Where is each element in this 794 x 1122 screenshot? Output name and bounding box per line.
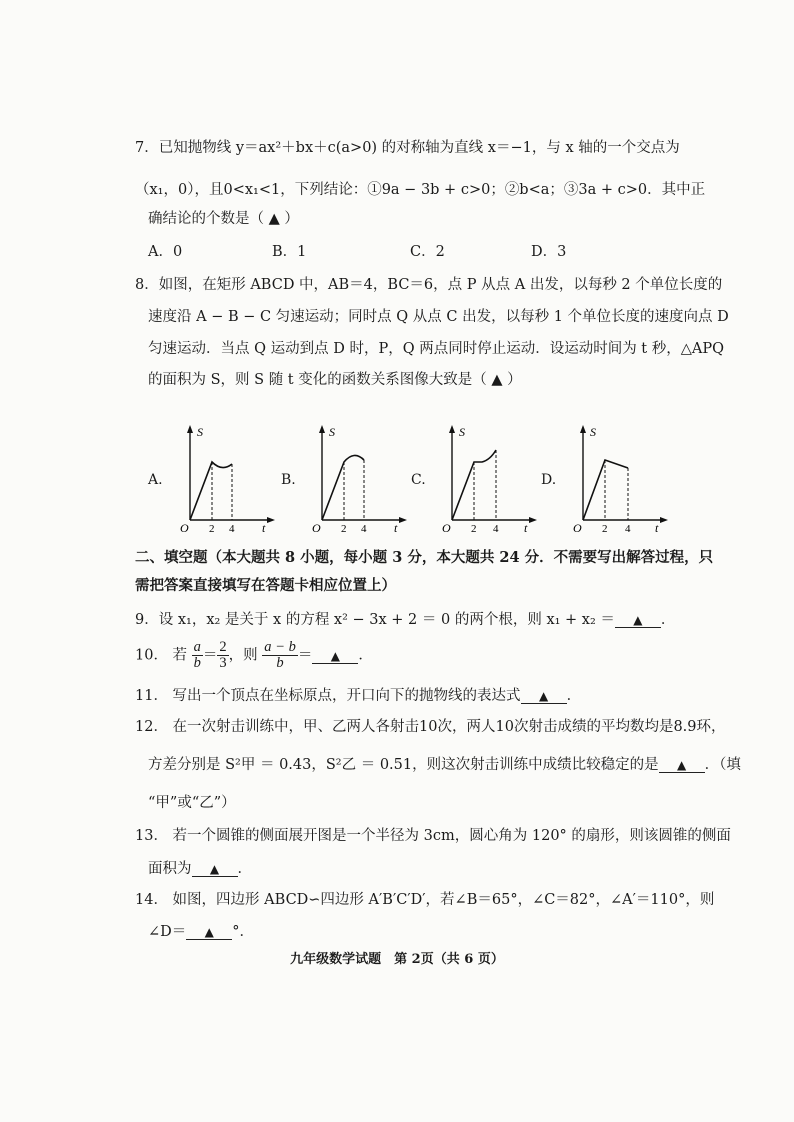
q14-line-1: 14． 如图，四边形 ABCD∽四边形 A′B′C′D′，若∠B＝65°，∠C＝82°，∠A′＝110°，则 <box>135 892 715 908</box>
graph-c-t-axis: t <box>524 521 528 535</box>
q9-text: 9．设 x₁，x₂ 是关于 x 的方程 x² − 3x + 2 ＝ 0 的两个根，则 x₁ + x₂ ＝ <box>135 612 615 628</box>
graph-b-t-axis: t <box>394 521 398 535</box>
graph-d-t-axis: t <box>655 521 659 535</box>
q10-end: ． <box>358 647 373 664</box>
graph-d <box>563 420 673 535</box>
q12-line-2-text: 方差分别是 S²甲 ＝ 0.43，S²乙 ＝ 0.51，则这次射击训练中成绩比较稳定的是 <box>148 757 659 773</box>
graph-d-tick-2: 2 <box>602 523 608 535</box>
graph-b-tick-2: 2 <box>341 523 347 535</box>
q8-line-1: 8．如图，在矩形 ABCD 中，AB＝4，BC＝6，点 P 从点 A 出发，以每秒 2 个单位长度的 <box>135 277 723 293</box>
q10-frac3-den: b <box>276 655 284 672</box>
page-footer: 九年级数学试题 第 2页（共 6 页） <box>290 952 504 967</box>
q12-line-1: 12． 在一次射击训练中，甲、乙两人各射击10次，两人10次射击成绩的平均数均是8.9环， <box>135 719 726 735</box>
q12-answer-blank[interactable]: ▲ <box>659 758 705 773</box>
q10-frac1-num: a <box>193 639 201 655</box>
q10-line <box>135 640 373 671</box>
q10-fraction-a-over-b <box>192 640 203 671</box>
q8-line-4: 的面积为 S，则 S 随 t 变化的函数关系图像大致是（ ▲ ） <box>148 372 522 388</box>
graph-d-s-axis: S <box>590 425 596 439</box>
q13-line-1: 13． 若一个圆锥的侧面展开图是一个半径为 3cm，圆心角为 120° 的扇形，则该圆锥的侧面 <box>135 828 731 844</box>
q12-line-3: “甲”或“乙”） <box>148 795 236 811</box>
graph-c <box>432 420 542 535</box>
graph-b-tick-4: 4 <box>361 523 367 535</box>
q10-frac3-num: a − b <box>264 639 296 655</box>
q7-option-d: D．3 <box>531 244 567 260</box>
q10-fraction-amb-over-b <box>262 640 298 671</box>
section2-heading-line-2: 需把答案直接填写在答题卡相应位置上） <box>135 577 396 594</box>
q7-line-2: （x₁，0），且0<x₁<1，下列结论：①9a − 3b + c>0；②b<a；③3a + c>0．其中正 <box>135 182 706 198</box>
graph-a-s-axis: S <box>197 425 203 439</box>
q9-answer-blank[interactable]: ▲ <box>615 613 661 628</box>
q10-prefix: 10． 若 <box>135 647 188 664</box>
q8-line-3: 匀速运动．当点 Q 运动到点 D 时，P，Q 两点同时停止运动．设运动时间为 t 秒，△APQ <box>148 341 725 357</box>
q10-fraction-2-over-3 <box>217 640 228 671</box>
q11-end: ． <box>566 688 582 704</box>
graph-d-tick-4: 4 <box>625 523 631 535</box>
q8-line-2: 速度沿 A − B − C 匀速运动；同时点 Q 从点 C 出发，以每秒 1 个单位长度的速度向点 D <box>148 309 729 325</box>
q11-answer-blank[interactable]: ▲ <box>521 689 567 704</box>
q10-frac2-num: 2 <box>219 639 227 655</box>
q7-line-3: 确结论的个数是（ ▲ ） <box>148 211 299 227</box>
q7-option-c: C．2 <box>410 244 445 260</box>
q10-frac1-den: b <box>193 655 201 672</box>
graph-c-tick-4: 4 <box>493 523 499 535</box>
q10-frac2-den: 3 <box>219 655 227 672</box>
graph-a <box>170 420 280 535</box>
graph-b-s-axis: S <box>329 425 335 439</box>
graph-c-s-axis: S <box>459 425 465 439</box>
graph-c-origin: O <box>442 521 451 535</box>
q13-line-2 <box>148 857 252 878</box>
graph-d-label: D. <box>541 472 557 488</box>
q11-line <box>135 684 581 705</box>
graph-b-origin: O <box>312 521 321 535</box>
q14-end: °． <box>232 924 255 940</box>
graph-a-t-axis: t <box>262 521 266 535</box>
q14-prefix: ∠D＝ <box>148 924 187 940</box>
graph-a-tick-2: 2 <box>209 523 215 535</box>
graph-a-origin: O <box>180 521 189 535</box>
q10-answer-blank[interactable]: ▲ <box>312 649 358 664</box>
graph-b <box>302 420 412 535</box>
q9-line <box>135 608 675 629</box>
graph-b-label: B. <box>281 472 296 488</box>
q12-line-2-end: ．（填 <box>704 757 741 773</box>
graph-c-tick-2: 2 <box>471 523 477 535</box>
q11-text: 11． 写出一个顶点在坐标原点，开口向下的抛物线的表达式 <box>135 688 521 704</box>
q7-option-a: A．0 <box>148 244 183 260</box>
q10-eq: ＝ <box>202 647 218 664</box>
graph-c-label: C. <box>411 472 426 488</box>
graph-d-origin: O <box>573 521 582 535</box>
q13-prefix: 面积为 <box>148 861 192 877</box>
q7-option-b: B．1 <box>272 244 307 260</box>
q14-answer-blank[interactable]: ▲ <box>186 925 232 940</box>
q13-answer-blank[interactable]: ▲ <box>192 862 238 877</box>
q10-eq2: ＝ <box>297 647 313 664</box>
q14-line-2 <box>148 920 254 941</box>
section2-heading-line-1: 二、填空题（本大题共 8 小题，每小题 3 分，本大题共 24 分．不需要写出解答过程，只 <box>135 549 714 566</box>
q7-line-1: 7．已知抛物线 y＝ax²＋bx＋c(a>0) 的对称轴为直线 x＝−1，与 x 轴的一个交点为 <box>135 140 680 156</box>
q9-end: ． <box>660 612 676 628</box>
graph-a-label: A. <box>148 472 163 488</box>
graph-a-tick-4: 4 <box>229 523 235 535</box>
q10-mid: ，则 <box>228 647 258 664</box>
q13-end: ． <box>237 861 252 877</box>
q12-line-2 <box>148 753 741 774</box>
